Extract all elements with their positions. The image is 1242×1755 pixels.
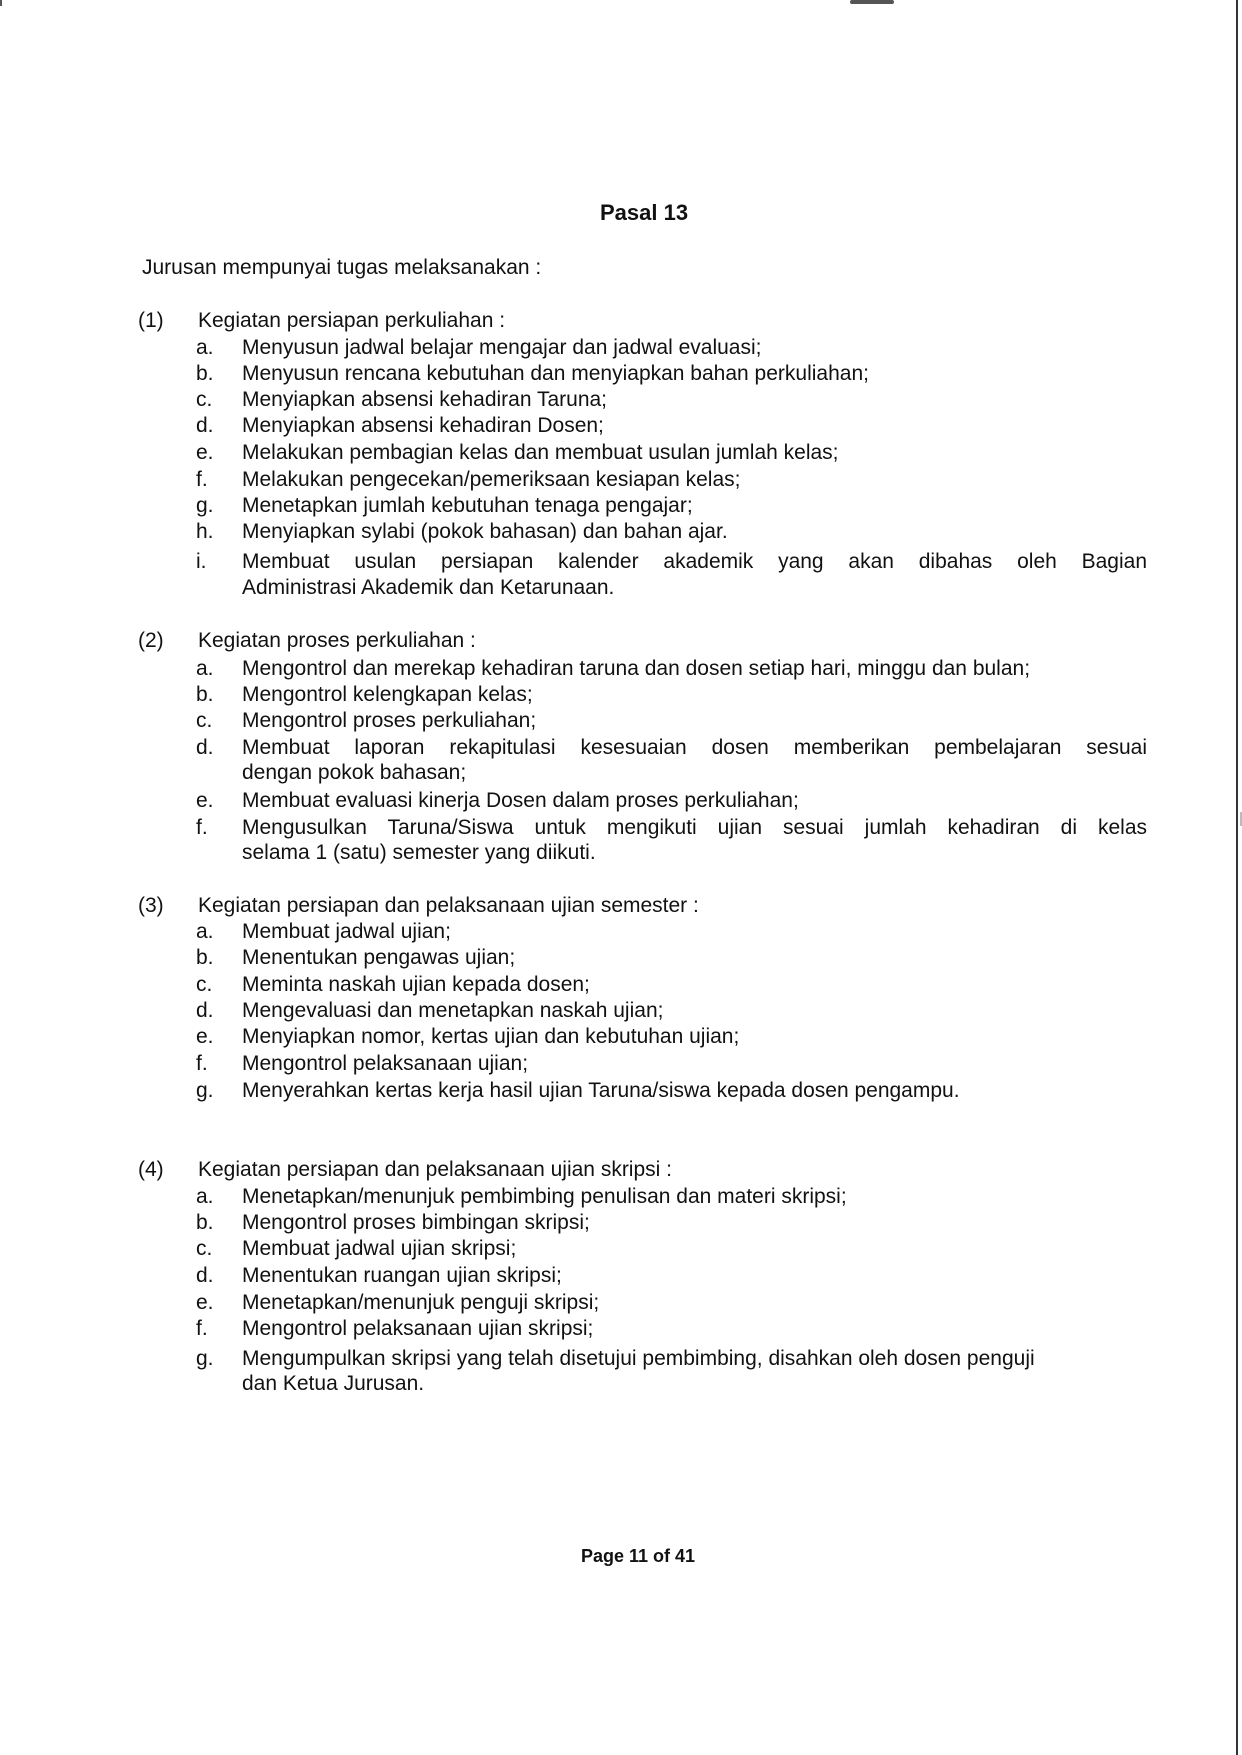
item-letter: c. [196,1237,213,1260]
section-heading: Kegiatan persiapan dan pelaksanaan ujian skripsi : [198,1158,672,1181]
item-text: Menetapkan jumlah kebutuhan tenaga pengajar; [242,494,693,517]
item-text: Menetapkan/menunjuk penguji skripsi; [242,1291,600,1314]
item-letter: c. [196,709,213,732]
item-text: Membuat laporan rekapitulasi kesesuaian dosen memberikan pembelajaran sesuai [242,736,1147,759]
item-text: Mengontrol kelengkapan kelas; [242,683,533,706]
item-letter: b. [196,1211,214,1234]
item-text-continued: selama 1 (satu) semester yang diikuti. [242,841,596,864]
item-letter: a. [196,657,214,680]
item-letter: e. [196,1025,214,1048]
section-number: (3) [138,894,164,917]
item-letter: a. [196,1185,214,1208]
page-number: Page 11 of 41 [581,1546,696,1566]
item-text: Menentukan ruangan ujian skripsi; [242,1264,562,1287]
item-text: Melakukan pengecekan/pemeriksaan kesiapan kelas; [242,468,741,491]
item-text: Mengontrol proses perkuliahan; [242,709,537,732]
item-letter: d. [196,1264,214,1287]
item-text: Meminta naskah ujian kepada dosen; [242,973,590,996]
item-text: Mengevaluasi dan menetapkan naskah ujian; [242,999,664,1022]
item-letter: f. [196,468,208,491]
item-letter: b. [196,362,214,385]
scan-artifact-left [0,0,2,6]
item-letter: f. [196,1317,208,1340]
item-letter: g. [196,1079,214,1102]
section-number: (4) [138,1158,164,1181]
item-letter: d. [196,999,214,1022]
article-title: Pasal 13 [600,200,689,225]
page-edge-line [1236,0,1238,1755]
item-text: Menentukan pengawas ujian; [242,946,516,969]
item-text: Menyusun rencana kebutuhan dan menyiapkan bahan perkuliahan; [242,362,869,385]
item-letter: b. [196,683,214,706]
item-letter: a. [196,920,214,943]
item-letter: g. [196,494,214,517]
item-letter: f. [196,1052,208,1075]
item-text: Menyerahkan kertas kerja hasil ujian Taruna/siswa kepada dosen pengampu. [242,1079,960,1102]
item-text-continued: dengan pokok bahasan; [242,761,467,784]
item-letter: e. [196,441,214,464]
item-letter: d. [196,414,214,437]
item-letter: c. [196,388,213,411]
item-text: Menyiapkan nomor, kertas ujian dan kebutuhan ujian; [242,1025,740,1048]
section-number: (1) [138,309,164,332]
item-letter: g. [196,1347,214,1370]
item-text: Mengontrol dan merekap kehadiran taruna dan dosen setiap hari, minggu dan bulan; [242,657,1031,680]
item-text: Membuat usulan persiapan kalender akademik yang akan dibahas oleh Bagian [242,550,1147,573]
item-text: Mengumpulkan skripsi yang telah disetujui pembimbing, disahkan oleh dosen penguji [242,1347,1035,1370]
item-letter: i. [196,550,207,573]
item-text-continued: dan Ketua Jurusan. [242,1372,425,1395]
item-text: Mengontrol pelaksanaan ujian skripsi; [242,1317,594,1340]
section-heading: Kegiatan proses perkuliahan : [198,629,476,652]
item-letter: e. [196,1291,214,1314]
item-text: Melakukan pembagian kelas dan membuat usulan jumlah kelas; [242,441,839,464]
item-letter: a. [196,336,214,359]
item-letter: d. [196,736,214,759]
item-letter: f. [196,816,208,839]
item-text-continued: Administrasi Akademik dan Ketarunaan. [242,576,615,599]
item-text: Mengontrol proses bimbingan skripsi; [242,1211,590,1234]
item-letter: c. [196,973,213,996]
scan-artifact-top [850,0,894,4]
item-text: Membuat jadwal ujian; [242,920,451,943]
item-text: Menyusun jadwal belajar mengajar dan jadwal evaluasi; [242,336,762,359]
item-letter: b. [196,946,214,969]
item-text: Menyiapkan absensi kehadiran Taruna; [242,388,608,411]
item-letter: h. [196,520,214,543]
section-number: (2) [138,629,164,652]
item-text: Membuat evaluasi kinerja Dosen dalam proses perkuliahan; [242,789,799,812]
item-text: Menyiapkan sylabi (pokok bahasan) dan bahan ajar. [242,520,728,543]
item-letter: e. [196,789,214,812]
intro-text: Jurusan mempunyai tugas melaksanakan : [142,256,542,279]
item-text: Menetapkan/menunjuk pembimbing penulisan dan materi skripsi; [242,1185,847,1208]
section-heading: Kegiatan persiapan perkuliahan : [198,309,506,332]
item-text: Mengontrol pelaksanaan ujian; [242,1052,529,1075]
item-text: Membuat jadwal ujian skripsi; [242,1237,517,1260]
section-heading: Kegiatan persiapan dan pelaksanaan ujian semester : [198,894,699,917]
item-text: Mengusulkan Taruna/Siswa untuk mengikuti ujian sesuai jumlah kehadiran di kelas [242,816,1147,839]
item-text: Menyiapkan absensi kehadiran Dosen; [242,414,604,437]
